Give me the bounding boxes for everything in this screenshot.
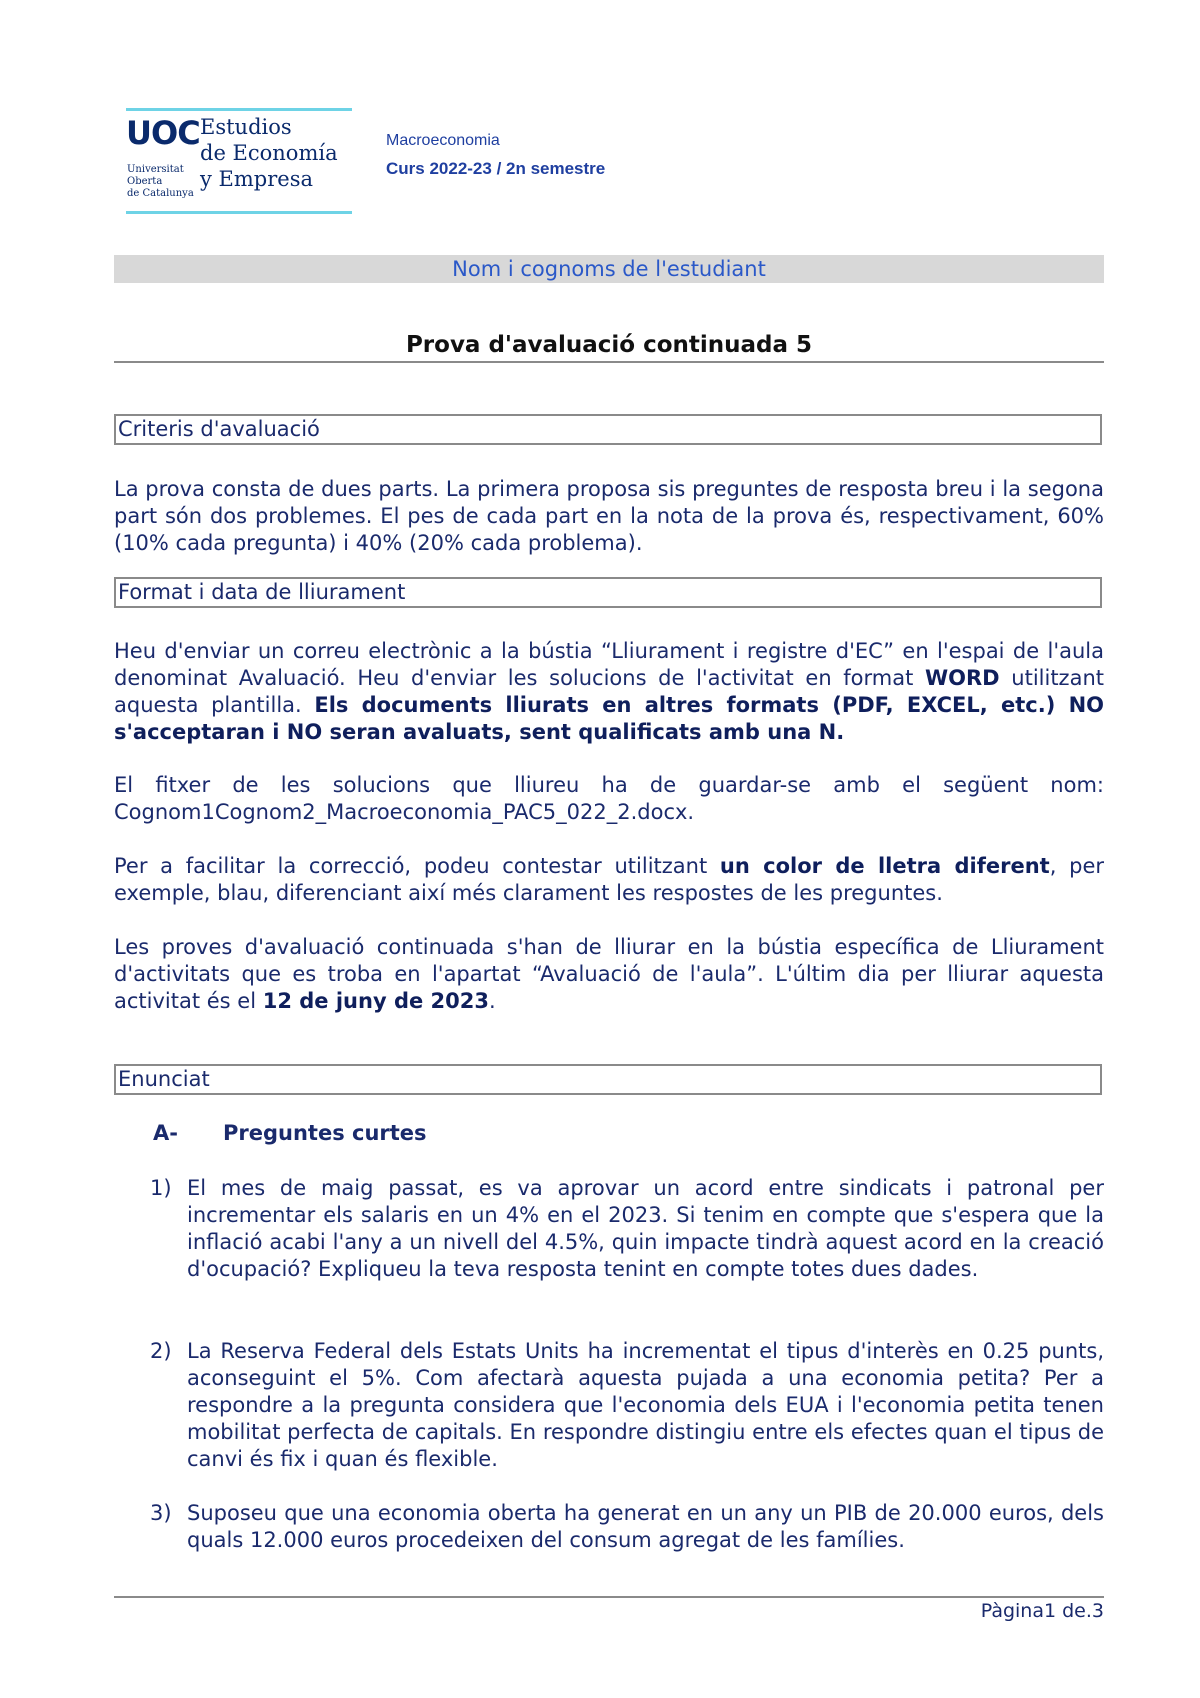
statement-heading: Enunciat [114, 1064, 1102, 1095]
format-p1-warning: Els documents lliurats en altres formats (PDF, EXCEL, etc.) NO s'acceptaran i NO seran avaluats, sent qualificats amb una N. [114, 693, 1104, 744]
title-divider [114, 361, 1104, 363]
logo-university-name: Universitat Oberta de Catalunya [127, 164, 194, 199]
document-title: Prova d'avaluació continuada 5 [405, 332, 813, 358]
format-p1-word: WORD [925, 666, 1000, 690]
logo-mark: UOC [126, 114, 200, 152]
footer-divider [114, 1596, 1104, 1598]
format-p3-text-a: Per a facilitar la correcció, podeu contestar utilitzant [114, 854, 720, 878]
uoc-logo [126, 108, 352, 214]
format-paragraph-2: El fitxer de les solucions que lliureu ha de guardar-se amb el següent nom: Cognom1Cognom2_Macroeconomia_PAC5_022_2.docx. [114, 773, 1104, 824]
format-paragraph-4 [114, 934, 1104, 1015]
format-paragraph-1 [114, 638, 1104, 746]
format-heading: Format i data de lliurament [114, 577, 1102, 608]
question-text: Suposeu que una economia oberta ha generat en un any un PIB de 20.000 euros, dels quals 12.000 euros procedeixen del consum agregat de les famílies. [187, 1501, 1104, 1552]
subject-name: Macroeconomia [386, 132, 500, 149]
logo-rule-top [126, 108, 352, 111]
format-paragraph-3 [114, 853, 1104, 907]
question-number: 3) [150, 1501, 172, 1525]
question-number: 2) [150, 1339, 172, 1363]
part-a-heading [153, 1121, 427, 1145]
format-p3-emphasis: un color de lletra diferent [719, 854, 1050, 878]
format-p3-text-b: , per exemple, blau, diferenciant així més clarament les respostes de les preguntes. [114, 854, 1104, 905]
question-text: La Reserva Federal dels Estats Units ha incrementat el tipus d'interès en 0.25 punts, aconseguint el 5%. Com afectarà aquesta pujada a una economia petita? Per a respondre a la pregunta considera que l'economia dels EUA i l'economia petita tenen mobilitat perfecta de capitals. En respondre distingiu entre els efectes quan el tipus de canvi és fix i quan és flexible. [187, 1339, 1104, 1471]
course-label: Curs 2022-23 / 2n semestre [386, 159, 606, 178]
student-name-field[interactable]: Nom i cognoms de l'estudiant [114, 255, 1104, 283]
criteria-text: La prova consta de dues parts. La primera proposa sis preguntes de resposta breu i la segona part són dos problemes. El pes de cada part en la nota de la prova és, respectivament, 60% (10% cada pregunta) i 40% (20% cada problema). [114, 477, 1104, 555]
part-label: A- [153, 1121, 178, 1145]
format-p4-text-a: Les proves d'avaluació continuada s'han de lliurar en la bústia específica de Lliurament d'activitats que es troba en l'apartat “Avaluació de l'aula”. L'últim dia per lliurar aquesta activitat és el [114, 935, 1104, 1013]
logo-faculty-name: Estudios de Economía y Empresa [200, 115, 338, 191]
question-text: El mes de maig passat, es va aprovar un acord entre sindicats i patronal per incrementar els salaris en un 4% en el 2023. Si tenim en compte que s'espera que la inflació acabi l'any a un nivell del 4.5%, quin impacte tindrà aquest acord en la creació d'ocupació? Expliqueu la teva resposta tenint en compte totes dues dades. [187, 1176, 1104, 1281]
question-number: 1) [150, 1176, 172, 1200]
deadline-date: 12 de juny de 2023 [262, 989, 489, 1013]
logo-rule-bottom [126, 211, 352, 214]
part-title: Preguntes curtes [223, 1121, 427, 1145]
criteria-heading: Criteris d'avaluació [114, 414, 1102, 445]
format-p4-text-b: . [489, 989, 496, 1013]
page-number: Pàgina1 de.3 [980, 1600, 1104, 1622]
format-p1-text-b: utilitzant aquesta plantilla. [114, 666, 1104, 717]
format-p1-text-a: Heu d'enviar un correu electrònic a la bústia “Lliurament i registre d'EC” en l'espai de l'aula denominat Avaluació. Heu d'enviar les solucions de l'activitat en format [114, 639, 1104, 690]
